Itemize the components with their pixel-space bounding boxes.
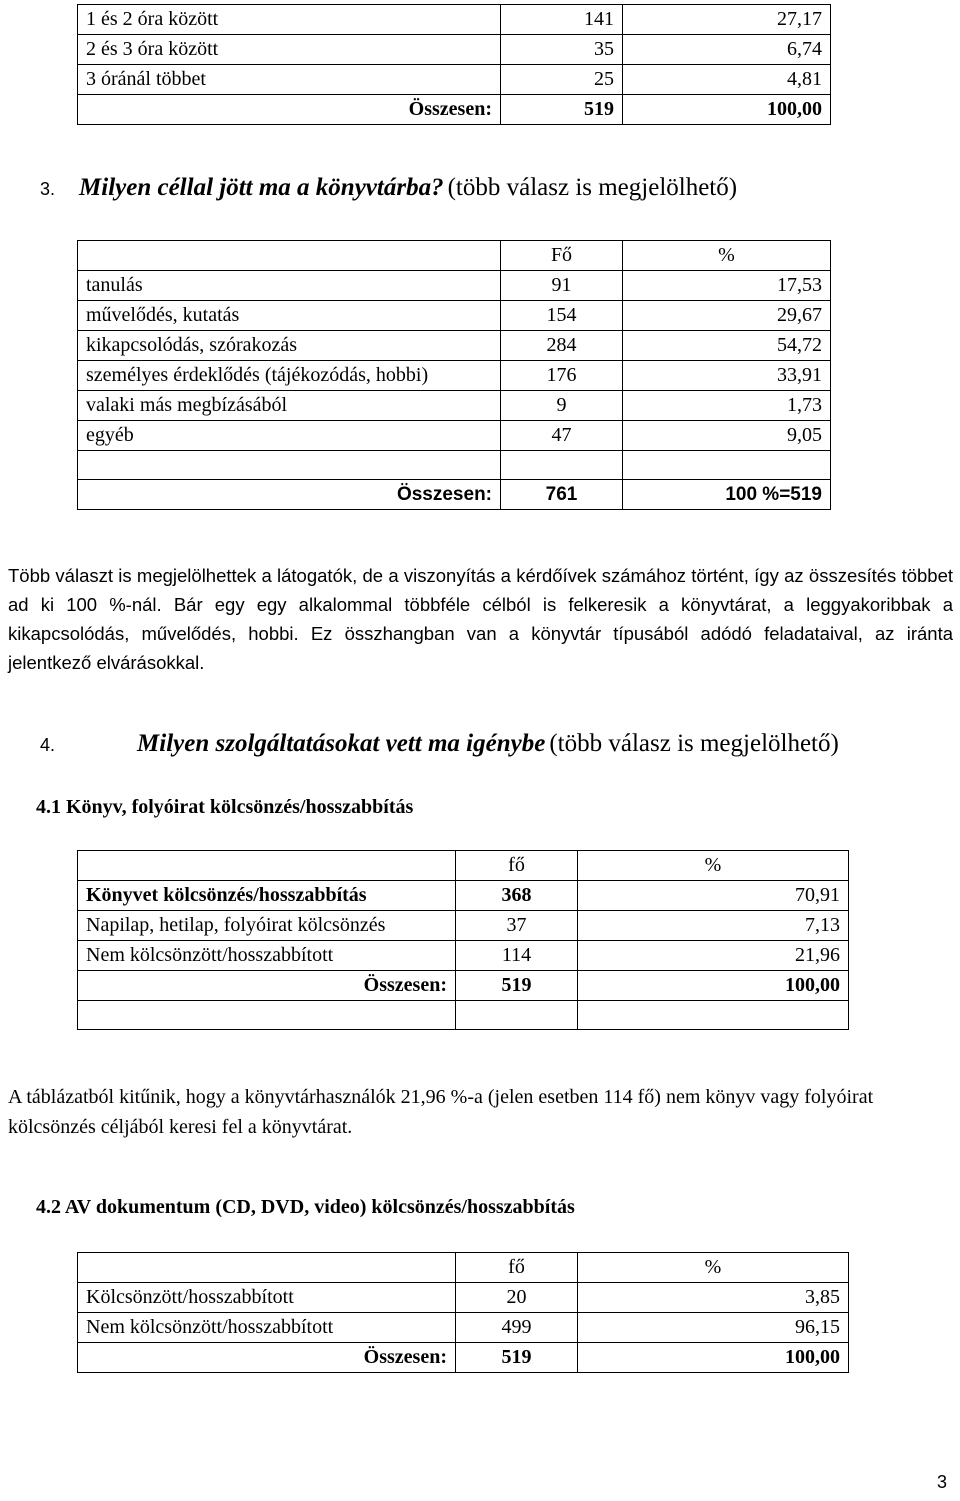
cell-count: 91 xyxy=(501,271,623,301)
question-4-heading xyxy=(40,730,839,758)
question-number: 4. xyxy=(40,735,56,755)
table-row xyxy=(78,35,831,65)
section-4-2-heading: 4.2 AV dokumentum (CD, DVD, video) kölcsönzés/hosszabbítás xyxy=(36,1196,575,1218)
cell-label: Napilap, hetilap, folyóirat kölcsönzés xyxy=(78,911,456,941)
table-row xyxy=(78,421,831,451)
total-count: 519 xyxy=(456,1343,578,1373)
table-total-row xyxy=(78,95,831,125)
cell-label: kikapcsolódás, szórakozás xyxy=(78,331,501,361)
table-row xyxy=(78,941,849,971)
cell-percent: 96,15 xyxy=(578,1313,849,1343)
cell-label: Könyvet kölcsönzés/hosszabbítás xyxy=(78,881,456,911)
total-percent: 100,00 xyxy=(623,95,831,125)
cell-count: 9 xyxy=(501,391,623,421)
table-row xyxy=(78,911,849,941)
cell-label: művelődés, kutatás xyxy=(78,301,501,331)
cell-percent: 70,91 xyxy=(578,881,849,911)
cell-percent: 33,91 xyxy=(623,361,831,391)
table-total-row xyxy=(78,480,831,510)
cell-count: 35 xyxy=(501,35,623,65)
question-note: (több válasz is megjelölhető) xyxy=(549,730,839,757)
table-row xyxy=(78,5,831,35)
cell-count: 47 xyxy=(501,421,623,451)
header-percent: % xyxy=(578,1253,849,1283)
empty-cell xyxy=(78,451,501,480)
table-spacer-row xyxy=(78,1001,849,1030)
header-empty-cell xyxy=(78,851,456,881)
table-time-spent xyxy=(77,4,831,125)
header-percent: % xyxy=(623,241,831,271)
cell-percent: 9,05 xyxy=(623,421,831,451)
table-row xyxy=(78,331,831,361)
total-count: 519 xyxy=(501,95,623,125)
total-label: Összesen: xyxy=(78,971,456,1001)
cell-percent: 21,96 xyxy=(578,941,849,971)
header-count: fő xyxy=(456,851,578,881)
empty-cell xyxy=(623,451,831,480)
cell-count: 154 xyxy=(501,301,623,331)
total-count: 761 xyxy=(501,480,623,510)
question-text: Milyen szolgáltatásokat vett ma igénybe xyxy=(137,730,546,757)
empty-cell xyxy=(501,451,623,480)
table-row xyxy=(78,65,831,95)
cell-label: 2 és 3 óra között xyxy=(78,35,501,65)
table-total-row xyxy=(78,1343,849,1373)
header-count: Fő xyxy=(501,241,623,271)
cell-count: 284 xyxy=(501,331,623,361)
empty-cell xyxy=(456,1001,578,1030)
table-row xyxy=(78,881,849,911)
cell-percent: 6,74 xyxy=(623,35,831,65)
table-av-lending xyxy=(77,1252,849,1373)
table-row xyxy=(78,1313,849,1343)
total-label: Összesen: xyxy=(78,95,501,125)
cell-label: személyes érdeklődés (tájékozódás, hobbi) xyxy=(78,361,501,391)
question-text: Milyen céllal jött ma a könyvtárba? xyxy=(79,174,444,201)
table-total-row xyxy=(78,971,849,1001)
total-label: Összesen: xyxy=(78,1343,456,1373)
cell-label: 3 óránál többet xyxy=(78,65,501,95)
table-book-lending xyxy=(77,850,849,1030)
header-empty-cell xyxy=(78,241,501,271)
cell-percent: 27,17 xyxy=(623,5,831,35)
table-header-row xyxy=(78,1253,849,1283)
cell-label: Nem kölcsönzött/hosszabbított xyxy=(78,941,456,971)
empty-cell xyxy=(78,1001,456,1030)
table-row xyxy=(78,1283,849,1313)
cell-count: 368 xyxy=(456,881,578,911)
cell-count: 141 xyxy=(501,5,623,35)
cell-label: valaki más megbízásából xyxy=(78,391,501,421)
table-row xyxy=(78,391,831,421)
table-header-row xyxy=(78,851,849,881)
cell-count: 176 xyxy=(501,361,623,391)
cell-percent: 54,72 xyxy=(623,331,831,361)
cell-count: 20 xyxy=(456,1283,578,1313)
cell-percent: 4,81 xyxy=(623,65,831,95)
cell-percent: 1,73 xyxy=(623,391,831,421)
cell-count: 114 xyxy=(456,941,578,971)
cell-count: 25 xyxy=(501,65,623,95)
analysis-paragraph-1: Több választ is megjelölhettek a látogatók, de a viszonyítás a kérdőívek számához történt, így az összesítés többet ad ki 100 %-nál. Bár egy egy alkalommal többféle célból is felkeresik a könyvtárat, a leggyakoribbak a kikapcsolódás, művelődés, hobbi. Ez összhangban van a könyvtár típusából adódó feladataival, az iránta jelentkező elvárásokkal. xyxy=(8,565,953,673)
cell-count: 499 xyxy=(456,1313,578,1343)
cell-label: Nem kölcsönzött/hosszabbított xyxy=(78,1313,456,1343)
table-row xyxy=(78,361,831,391)
question-3-heading xyxy=(40,174,737,202)
cell-percent: 7,13 xyxy=(578,911,849,941)
analysis-paragraph-2: A táblázatból kitűnik, hogy a könyvtárhasználók 21,96 %-a (jelen esetben 114 fő) nem könyv vagy folyóirat kölcsönzés céljából keresi fel a könyvtárat. xyxy=(8,1086,874,1138)
cell-label: 1 és 2 óra között xyxy=(78,5,501,35)
header-empty-cell xyxy=(78,1253,456,1283)
total-percent: 100,00 xyxy=(578,1343,849,1373)
cell-percent: 3,85 xyxy=(578,1283,849,1313)
header-count: fő xyxy=(456,1253,578,1283)
table-row xyxy=(78,271,831,301)
total-percent: 100 %=519 xyxy=(623,480,831,510)
table-visit-purpose xyxy=(77,240,831,510)
cell-label: egyéb xyxy=(78,421,501,451)
empty-cell xyxy=(578,1001,849,1030)
header-percent: % xyxy=(578,851,849,881)
cell-percent: 29,67 xyxy=(623,301,831,331)
total-percent: 100,00 xyxy=(578,971,849,1001)
total-count: 519 xyxy=(456,971,578,1001)
cell-label: Kölcsönzött/hosszabbított xyxy=(78,1283,456,1313)
page-number: 3 xyxy=(937,1472,948,1492)
section-4-1-heading: 4.1 Könyv, folyóirat kölcsönzés/hosszabbítás xyxy=(36,796,414,818)
cell-percent: 17,53 xyxy=(623,271,831,301)
table-spacer-row xyxy=(78,451,831,480)
cell-label: tanulás xyxy=(78,271,501,301)
question-note: (több válasz is megjelölhető) xyxy=(447,174,738,201)
cell-count: 37 xyxy=(456,911,578,941)
table-header-row xyxy=(78,241,831,271)
total-label: Összesen: xyxy=(78,480,501,510)
question-number: 3. xyxy=(40,179,56,199)
table-row xyxy=(78,301,831,331)
